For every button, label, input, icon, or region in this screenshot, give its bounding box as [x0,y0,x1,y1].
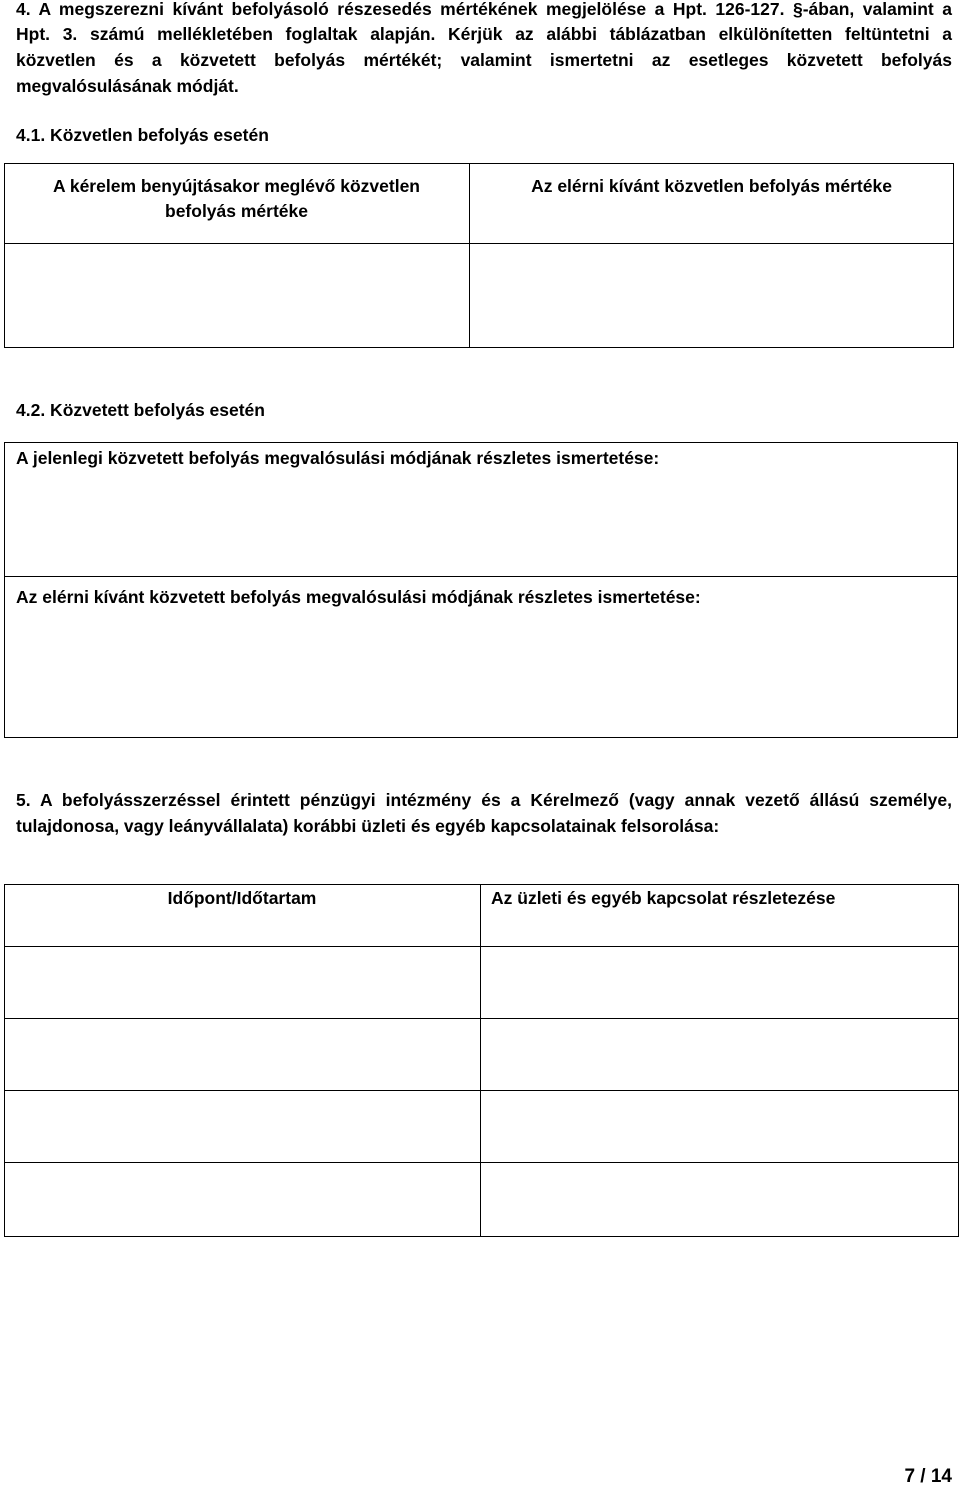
section-42-heading: 4.2. Közvetett befolyás esetén [16,400,265,420]
relations-table-rule-3 [4,1090,959,1091]
indirect-target-field[interactable] [6,612,956,736]
direct-table-header-current [4,174,469,224]
relations-row-3-details[interactable] [482,1092,957,1160]
indirect-target-label: Az elérni kívánt közvetett befolyás megvalósulási módjának részletes ismertetése: [16,587,701,607]
page-number: 7 / 14 [904,1466,952,1487]
section5-line2: tulajdonosa, vagy leányvállalata) korábbi üzleti és egyéb kapcsolatainak felsorolása: [16,816,720,836]
section4-line2: Hpt. 3. számú mellékletében foglaltak alapján. Kérjük az alábbi táblázatban elkülönítetten feltüntetni a [16,24,952,44]
relations-table-rule-2 [4,1018,959,1019]
section4-line1: 4. A megszerezni kívánt befolyásoló részesedés mértékének megjelölése a Hpt. 126-127. §-ában, valamint a [16,0,952,19]
relations-row-1-details[interactable] [482,948,957,1016]
section4-line4: megvalósulásának módját. [16,76,239,96]
relations-row-3-date[interactable] [6,1092,478,1160]
direct-current-line2: befolyás mértéke [165,201,308,221]
relations-table-rule-1 [4,946,959,947]
section5-line1: 5. A befolyásszerzéssel érintett pénzügyi intézmény és a Kérelmező (vagy annak vezető állású személye, [16,790,952,810]
direct-current-line1: A kérelem benyújtásakor meglévő közvetlen [52,176,420,196]
indirect-current-field[interactable] [6,472,956,574]
direct-current-value-cell[interactable] [6,245,467,346]
relations-table-rule-4 [4,1162,959,1163]
relations-header-details: Az üzleti és egyéb kapcsolat részletezése [491,888,836,908]
section4-line3: közvetlen és a közvetett befolyás mértékét; valamint ismertetni az esetleges közvetett befolyás [16,50,952,70]
direct-table-header-target: Az elérni kívánt közvetlen befolyás mértéke [531,176,892,196]
relations-row-2-details[interactable] [482,1020,957,1088]
direct-table-header-rule [4,243,954,244]
relations-header-date: Időpont/Időtartam [167,888,317,908]
indirect-current-label: A jelenlegi közvetett befolyás megvalósulási módjának részletes ismertetése: [16,448,660,468]
relations-row-4-details[interactable] [482,1164,957,1235]
section-41-heading: 4.1. Közvetlen befolyás esetén [16,125,269,145]
indirect-box-divider [4,576,958,577]
relations-row-2-date[interactable] [6,1020,478,1088]
relations-row-1-date[interactable] [6,948,478,1016]
relations-table-divider [480,884,481,1237]
relations-row-4-date[interactable] [6,1164,478,1235]
direct-target-value-cell[interactable] [471,245,952,346]
